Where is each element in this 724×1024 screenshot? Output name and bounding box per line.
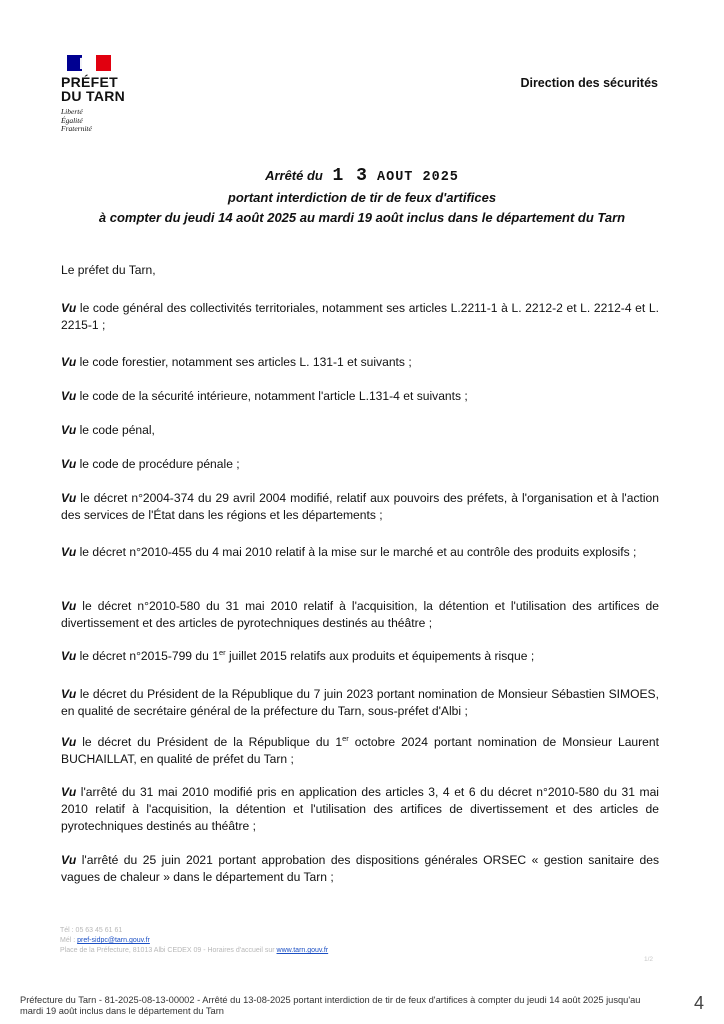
- vu-paragraph-6: [61, 490, 659, 524]
- vu-text-11b: octobre 2024 portant nomination de Monsieur Laurent BUCHAILLAT, en qualité de préfet du Tarn ;: [61, 735, 659, 766]
- vu-label: Vu: [61, 785, 77, 799]
- arrete-du-label: Arrêté du: [265, 168, 323, 183]
- vu-label: Vu: [61, 301, 77, 315]
- marianne-flag-icon: [67, 55, 111, 71]
- contact-address-line: [60, 946, 328, 956]
- vu-text-7: le décret n°2010-455 du 4 mai 2010 relatif à la mise sur le marché et au contrôle des produits explosifs ;: [76, 545, 637, 559]
- title-line-2: portant interdiction de tir de feux d'artifices: [227, 190, 497, 205]
- vu-paragraph-13: [61, 852, 659, 886]
- vu-label: Vu: [61, 735, 77, 749]
- vu-paragraph-11: [61, 734, 659, 768]
- vu-label: Vu: [61, 853, 77, 867]
- vu-paragraph-9: [61, 648, 659, 665]
- vu-label: Vu: [61, 423, 77, 437]
- vu-text-13: l'arrêté du 25 juin 2021 portant approbation des dispositions générales ORSEC « gestion sanitaire des vagues de chaleur » dans le département du Tarn ;: [61, 853, 659, 884]
- page-fraction: 1/2: [644, 956, 654, 963]
- vu-paragraph-5: [61, 456, 659, 473]
- vu-paragraph-8: [61, 598, 659, 632]
- date-stamp: [332, 166, 459, 186]
- vu-label: Vu: [61, 491, 77, 505]
- vu-label: Vu: [61, 457, 77, 471]
- stamp-month: AOUT 2025: [377, 170, 459, 185]
- logo-line-2: DU TARN: [61, 88, 126, 104]
- footer-text: Préfecture du Tarn - 81-2025-08-13-00002 - Arrêté du 13-08-2025 portant interdiction de tir de feux d'artifices à compter du jeudi 14 août 2025 jusqu'au mardi 19 août inclus dans le département du Tarn: [20, 995, 641, 1016]
- vu-paragraph-10: [61, 686, 659, 720]
- contact-tel: Tél : 05 63 45 61 61: [60, 927, 123, 934]
- vu-text-6: le décret n°2004-374 du 29 avril 2004 modifié, relatif aux pouvoirs des préfets, à l'organisation et à l'action des services de l'État dans les régions et les départements ;: [61, 491, 659, 522]
- vu-paragraph-12: [61, 784, 659, 835]
- vu-text-9b: juillet 2015 relatifs aux produits et équipements à risque ;: [225, 649, 535, 663]
- stamp-day: 1 3: [332, 166, 368, 186]
- vu-paragraph-4: [61, 422, 659, 439]
- prefet-logo: [61, 55, 161, 134]
- logo-title: [61, 75, 161, 103]
- vu-text-2: le code forestier, notamment ses articles L. 131-1 et suivants ;: [76, 355, 412, 369]
- vu-text-3: le code de la sécurité intérieure, notamment l'article L.131-4 et suivants ;: [76, 389, 468, 403]
- vu-label: Vu: [61, 599, 77, 613]
- vu-text-5: le code de procédure pénale ;: [76, 457, 240, 471]
- superscript-er: er: [218, 647, 226, 657]
- vu-paragraph-1: [61, 300, 659, 334]
- vu-paragraph-3: [61, 388, 659, 405]
- vu-paragraph-2: [61, 354, 659, 371]
- vu-label: Vu: [61, 545, 77, 559]
- contact-mel-line: [60, 936, 328, 946]
- vu-text-4: le code pénal,: [76, 423, 155, 437]
- logo-line-1: PRÉFET: [61, 74, 119, 90]
- devise: [61, 108, 161, 134]
- direction-label: Direction des sécurités: [520, 76, 658, 90]
- vu-label: Vu: [61, 649, 77, 663]
- contact-mel-label: Mél :: [60, 937, 78, 944]
- superscript-er: er: [342, 733, 349, 743]
- contact-email-link[interactable]: pref-sidpc@tarn.gouv.fr: [77, 937, 150, 944]
- title-line-1: [40, 166, 684, 188]
- vu-paragraph-7: [61, 544, 659, 561]
- contact-address: Place de la Préfecture, 81013 Albi CEDEX 09 - Horaires d'accueil sur: [60, 947, 277, 954]
- arrete-title: [40, 166, 684, 228]
- vu-label: Vu: [61, 687, 77, 701]
- footer-page-number: 4: [693, 993, 704, 1013]
- vu-label: Vu: [61, 389, 77, 403]
- devise-egalite: Égalité: [61, 115, 83, 125]
- vu-label: Vu: [61, 355, 77, 369]
- title-line-3: à compter du jeudi 14 août 2025 au mardi 19 août inclus dans le département du Tarn: [98, 210, 626, 225]
- devise-liberte: Liberté: [61, 107, 83, 116]
- contact-block: [60, 926, 328, 956]
- vu-text-11a: le décret du Président de la République du 1: [76, 735, 343, 749]
- intro-paragraph: Le préfet du Tarn,: [61, 263, 156, 277]
- devise-fraternite: Fraternité: [61, 124, 92, 133]
- vu-text-8: le décret n°2010-580 du 31 mai 2010 relatif à l'acquisition, la détention et l'utilisation des artifices de divertissement et des articles de pyrotechniques destinés au théâtre ;: [61, 599, 659, 630]
- website-link[interactable]: www.tarn.gouv.fr: [276, 947, 329, 954]
- vu-text-10: le décret du Président de la République du 7 juin 2023 portant nomination de Monsieur Sébastien SIMOES, en qualité de secrétaire général de la préfecture du Tarn, sous-préfet d'Albi ;: [61, 687, 659, 718]
- vu-text-1: le code général des collectivités territoriales, notamment ses articles L.2211-1 à L. 2212-2 et L. 2212-4 et L. 2215-1 ;: [61, 301, 659, 332]
- vu-text-12: l'arrêté du 31 mai 2010 modifié pris en application des articles 3, 4 et 6 du décret n°2010-580 du 31 mai 2010 relatif à l'acquisition, la détention et l'utilisation des artifices de divertissement et des articles de pyrotechniques destinés au théâtre ;: [61, 785, 659, 833]
- recueil-footer: [0, 993, 724, 1024]
- vu-text-9a: le décret n°2015-799 du 1: [76, 649, 219, 663]
